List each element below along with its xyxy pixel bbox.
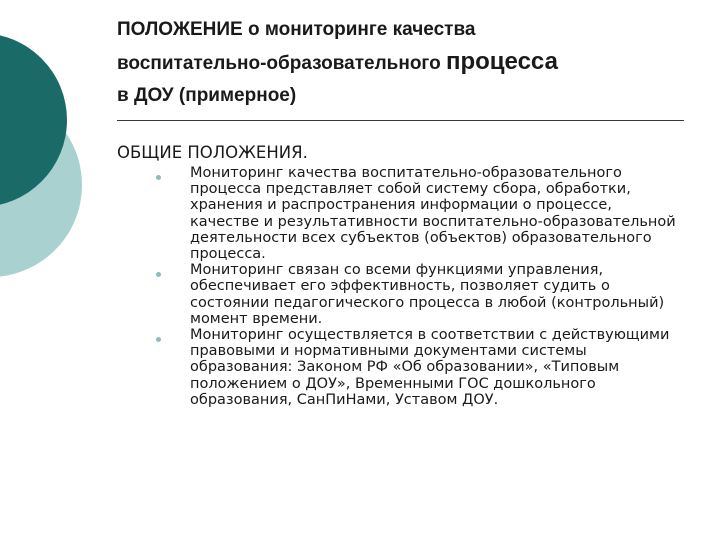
- list-item-text: Мониторинг качества воспитательно-образовательного процесса представляет собой систему сбора, обработки, хранения и распространения информации о процессе, качестве и результативности воспитательно-образовательной деятельности всех субъектов (объектов) образовательного процесса.: [190, 165, 676, 263]
- list-item-text: Мониторинг осуществляется в соответствии с действующими правовыми и нормативными документами системы образования: Законом РФ «Об образовании», «Типовым положением о ДОУ», Временными ГОС дошкольного образования, СанПиНами, Уставом ДОУ.: [190, 327, 670, 408]
- list-item: [150, 327, 680, 408]
- bullet-list: [150, 165, 680, 408]
- list-item-text: Мониторинг связан со всеми функциями управления, обеспечивает его эффективность, позволяет судить о состоянии педагогического процесса в любой (контрольный) момент времени.: [190, 262, 665, 327]
- section-heading: ОБЩИЕ ПОЛОЖЕНИЯ.: [117, 143, 308, 162]
- title-line-2-emphasis: процесса: [445, 48, 558, 75]
- list-item: [150, 262, 680, 327]
- bullet-icon: [156, 272, 161, 277]
- title-line-2: воспитательно-образовательного: [117, 53, 446, 74]
- title-line-1: ПОЛОЖЕНИЕ о мониторинге качества: [117, 19, 476, 40]
- decorative-circles: [0, 0, 120, 300]
- bullet-icon: [156, 337, 161, 342]
- slide-title: [117, 14, 697, 112]
- title-divider: [117, 120, 684, 121]
- list-item: [150, 165, 680, 262]
- bullet-icon: [156, 175, 161, 180]
- title-line-3: в ДОУ (примерное): [117, 85, 297, 106]
